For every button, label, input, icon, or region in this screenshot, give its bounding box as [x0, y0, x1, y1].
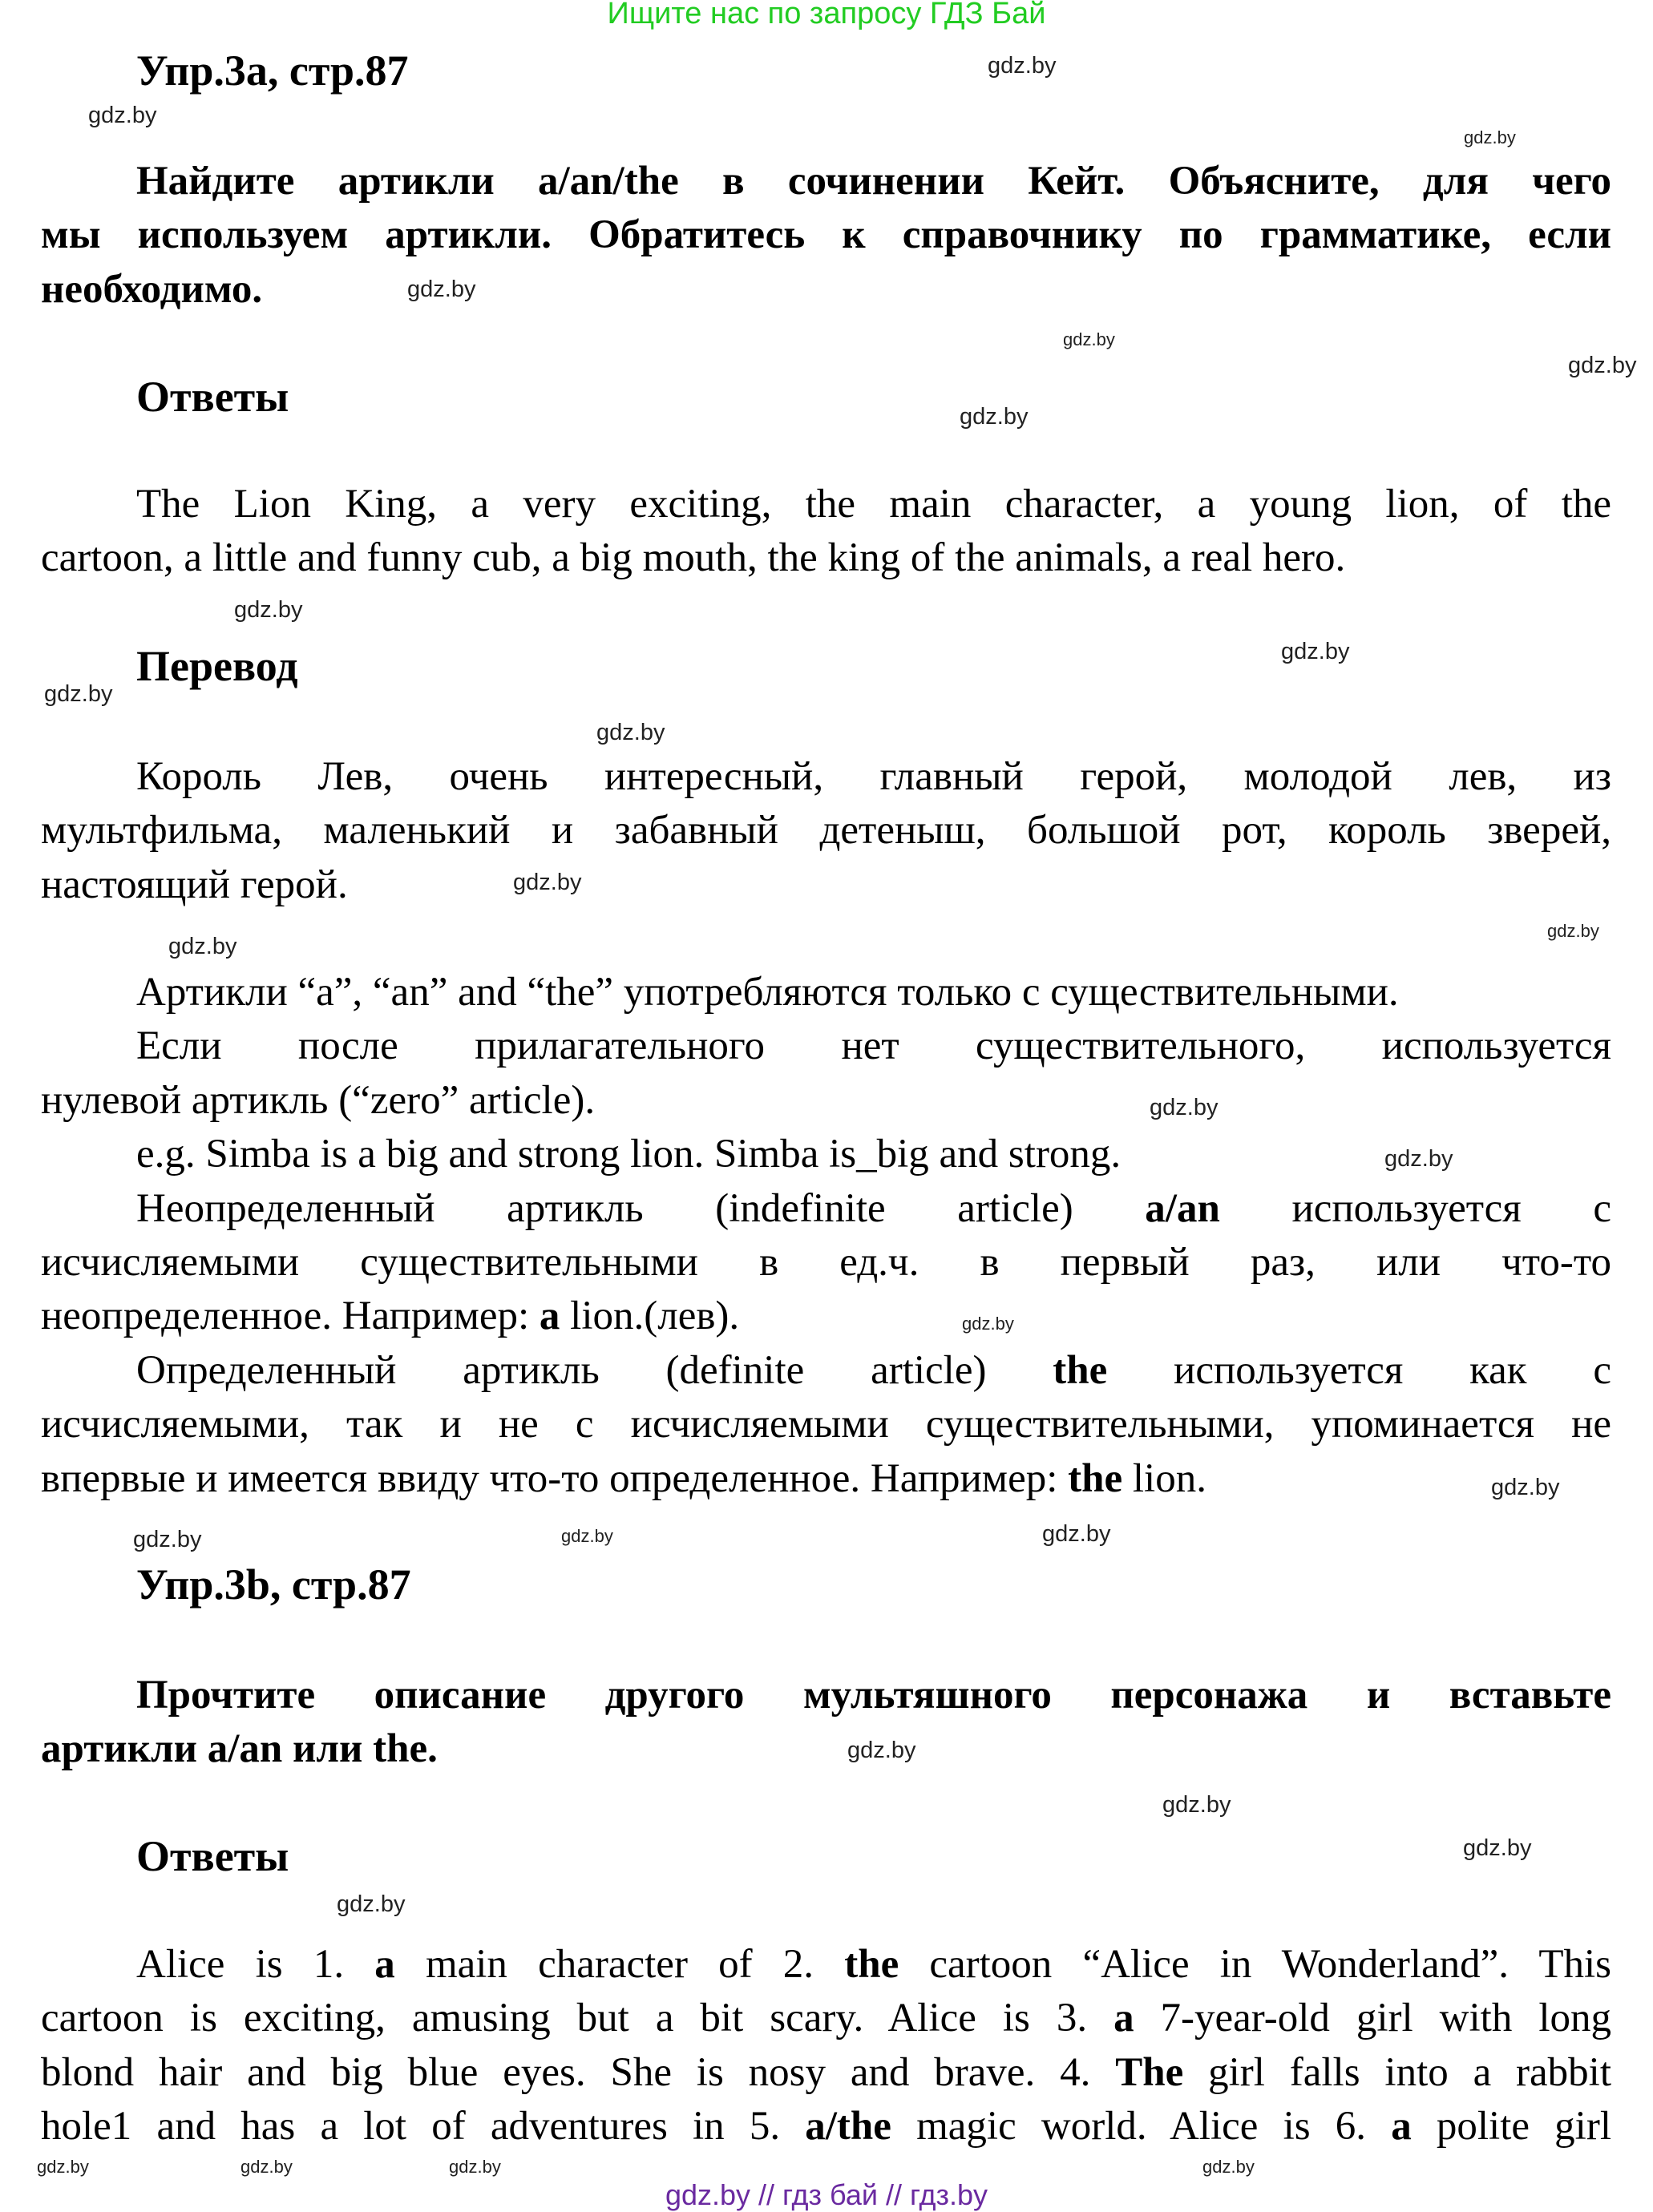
text-segment: The Lion King, a very exciting, the main character, a young lion, of the	[136, 482, 1611, 527]
exercise-3b-task	[41, 1669, 1611, 1777]
text-segment: polite girl	[1411, 2104, 1611, 2149]
article-highlight: a/an	[1145, 1185, 1220, 1231]
text-segment: girl falls into a rabbit	[1183, 2049, 1612, 2095]
text-segment: исчисляемыми существительными в ед.ч. в первый раз, или что-то	[41, 1239, 1611, 1285]
text-segment: Если после прилагательного нет существительного, используется	[136, 1023, 1611, 1069]
article-highlight: a/the	[805, 2104, 891, 2149]
exercise-3a-title: Упр.3а, стр.87	[136, 46, 409, 95]
text-segment: Определенный артикль (definite article)	[136, 1347, 1053, 1393]
exercise-3a-answers-heading: Ответы	[136, 373, 289, 421]
text-line	[41, 531, 1611, 585]
grammar-notes	[41, 966, 1611, 1506]
watermark: gdz.by	[962, 1314, 1014, 1334]
text-segment: Прочтите описание другого мультяшного персонажа и вставьте	[136, 1673, 1611, 1718]
watermark: gdz.by	[1568, 353, 1637, 378]
watermark: gdz.by	[1384, 1146, 1453, 1172]
text-line	[41, 1722, 1611, 1776]
text-segment: Неопределенный артикль (indefinite article)	[136, 1185, 1146, 1231]
watermark: gdz.by	[240, 2157, 293, 2177]
watermark: gdz.by	[44, 681, 113, 707]
exercise-3a-answers	[41, 478, 1611, 586]
text-line	[41, 966, 1611, 1019]
text-line	[41, 1669, 1611, 1722]
article-highlight: a	[1113, 1996, 1134, 2041]
exercise-3b-answers-heading: Ответы	[136, 1832, 289, 1880]
text-segment: e.g. Simba is a big and strong lion. Simba is_big and strong.	[136, 1132, 1122, 1177]
text-segment: cartoon, a little and funny cub, a big mouth, the king of the animals, a real hero.	[41, 535, 1346, 581]
watermark: gdz.by	[37, 2157, 89, 2177]
watermark: gdz.by	[1162, 1792, 1231, 1818]
text-segment: Артикли “a”, “an” and “the” употребляются только с существительными.	[136, 970, 1399, 1015]
watermark: gdz.by	[1063, 329, 1115, 349]
watermark: gdz.by	[1281, 639, 1350, 664]
text-line	[41, 1074, 1611, 1128]
text-line	[41, 263, 1611, 317]
text-segment: main character of 2.	[394, 1942, 845, 1987]
text-segment: magic world. Alice is 6.	[891, 2104, 1392, 2149]
article-highlight: the	[844, 1942, 899, 1987]
text-line	[41, 1182, 1611, 1236]
text-segment: blond hair and big blue eyes. She is nosy and brave. 4.	[41, 2049, 1116, 2095]
exercise-3b-answers	[41, 1938, 1611, 2154]
text-line	[41, 858, 1611, 912]
watermark: gdz.by	[88, 103, 157, 128]
text-line	[41, 1344, 1611, 1398]
text-segment: нулевой артикль (“zero” article).	[41, 1077, 596, 1123]
watermark: gdz.by	[988, 53, 1057, 79]
article-highlight: The	[1115, 2049, 1184, 2095]
text-segment: hole1 and has a lot of adventures in 5.	[41, 2104, 806, 2149]
text-segment: cartoon is exciting, amusing but a bit scary. Alice is 3.	[41, 1996, 1114, 2041]
text-segment: Alice is 1.	[136, 1942, 375, 1987]
text-line	[41, 478, 1611, 531]
text-line	[41, 1128, 1611, 1181]
watermark: gdz.by	[847, 1738, 916, 1763]
text-line	[41, 1236, 1611, 1290]
watermark: gdz.by	[133, 1527, 202, 1552]
watermark: gdz.by	[1464, 127, 1516, 147]
text-segment: артикли a/an или the.	[41, 1726, 438, 1772]
watermark: gdz.by	[561, 1526, 613, 1546]
watermark: gdz.by	[1547, 921, 1599, 941]
article-highlight: the	[1053, 1347, 1108, 1393]
text-segment: Король Лев, очень интересный, главный герой, молодой лев, из	[136, 754, 1611, 799]
text-line	[41, 1290, 1611, 1343]
text-line	[41, 1398, 1611, 1451]
text-line	[41, 750, 1611, 804]
text-segment: настоящий герой.	[41, 862, 348, 907]
watermark: gdz.by	[337, 1891, 406, 1917]
watermark: gdz.by	[513, 870, 582, 895]
text-segment: впервые и имеется ввиду что-то определенное. Например:	[41, 1455, 1069, 1501]
exercise-3a-task	[41, 155, 1611, 317]
article-highlight: a	[539, 1294, 560, 1339]
text-segment: необходимо.	[41, 266, 263, 312]
watermark: gdz.by	[960, 404, 1029, 430]
exercise-3a-translation-heading: Перевод	[136, 642, 298, 690]
watermark: gdz.by	[407, 276, 476, 302]
search-banner[interactable]: Ищите нас по запросу ГДЗ Бай	[607, 0, 1046, 30]
exercise-3b-title: Упр.3b, стр.87	[136, 1560, 411, 1609]
text-line	[41, 155, 1611, 208]
text-segment: 7-year-old girl with long	[1134, 1996, 1611, 2041]
text-line	[41, 2046, 1611, 2100]
exercise-3a-translation	[41, 750, 1611, 912]
article-highlight: a	[1391, 2104, 1412, 2149]
text-segment: lion.	[1122, 1455, 1206, 1501]
article-highlight: a	[374, 1942, 395, 1987]
text-segment: мультфильма, маленький и забавный детеныш, большой рот, король зверей,	[41, 808, 1611, 854]
text-segment: неопределенное. Например:	[41, 1294, 540, 1339]
text-line	[41, 1992, 1611, 2045]
text-line	[41, 804, 1611, 858]
text-line	[41, 1452, 1611, 1506]
watermark: gdz.by	[168, 934, 237, 959]
watermark: gdz.by	[1202, 2157, 1255, 2177]
watermark: gdz.by	[1150, 1095, 1219, 1120]
text-segment: используется как с	[1107, 1347, 1611, 1393]
watermark: gdz.by	[234, 597, 303, 623]
watermark: gdz.by	[1042, 1521, 1111, 1547]
text-line	[41, 2100, 1611, 2153]
watermark: gdz.by	[1491, 1475, 1560, 1500]
text-segment: используется с	[1219, 1185, 1611, 1231]
text-line	[41, 208, 1611, 262]
text-segment: мы используем артикли. Обратитесь к справочнику по грамматике, если	[41, 212, 1611, 258]
text-segment: Найдите артикли a/an/the в сочинении Кейт. Объясните, для чего	[136, 159, 1611, 204]
watermark: gdz.by	[449, 2157, 501, 2177]
watermark: gdz.by	[1463, 1835, 1532, 1861]
text-segment: lion.(лев).	[560, 1294, 740, 1339]
text-segment: cartoon “Alice in Wonderland”. This	[899, 1942, 1611, 1987]
article-highlight: the	[1068, 1455, 1123, 1501]
text-line	[41, 1019, 1611, 1073]
text-line	[41, 1938, 1611, 1992]
footer-links[interactable]: gdz.by // гдз бай // гдз.by	[665, 2178, 988, 2211]
text-segment: исчисляемыми, так и не с исчисляемыми существительными, упоминается не	[41, 1402, 1611, 1447]
watermark: gdz.by	[596, 720, 665, 745]
